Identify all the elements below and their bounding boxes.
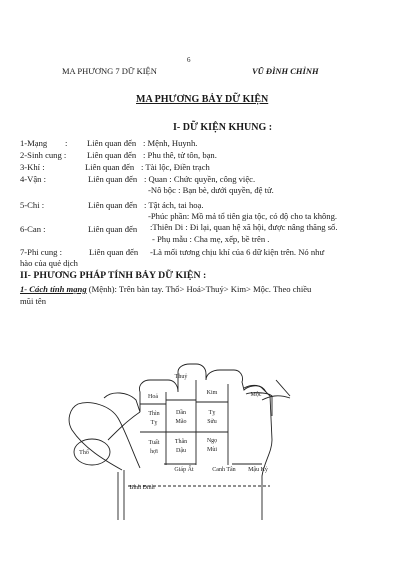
row-label-4: 4-Vận : — [20, 174, 47, 184]
row-relation-7: Liên quan đến — [89, 247, 139, 257]
row-label-3: 3-Khí : — [20, 162, 45, 172]
finger-label-pinky: Mộc — [250, 392, 262, 398]
row-relation-3: Liên quan đến — [85, 162, 135, 172]
step-text: (Mệnh): Trên bàn tay. Thổ> Hoả>Thuỷ> Kim> Mộc. Theo chiều — [86, 284, 312, 294]
palm-label-canh-tan: Canh Tân — [212, 467, 236, 473]
page-title: MA PHƯƠNG BẢY DỮ KIỆN — [136, 94, 269, 105]
palm-label-mau-ky: Mậu Kỷ — [248, 467, 268, 473]
row-content-5: : Tật ách, tai hoạ. — [144, 200, 204, 210]
row-label-1: 1-Mạng — [20, 138, 48, 148]
section1-heading: I- DỮ KIỆN KHUNG : — [173, 122, 273, 133]
section2-heading: II- PHƯƠNG PHÁP TÍNH BẢY DỮ KIỆN : — [20, 270, 207, 281]
row-sub-6: - Phụ mẫu : Cha mẹ, xếp, bề trên . — [152, 234, 270, 244]
cell-middle-bot2: Dậu — [176, 448, 186, 454]
row-relation-4: Liên quan đến — [88, 174, 138, 184]
row-label-6: 6-Can : — [20, 224, 46, 234]
row-content-1: : Mệnh, Huynh. — [143, 138, 198, 148]
row-label-2: 2-Sinh cung : — [20, 150, 67, 160]
finger-label-thumb: Thổ — [79, 450, 89, 456]
finger-label-ring: Kim — [206, 390, 218, 396]
palm-label-binh-dinh: Bính Đinh — [129, 485, 155, 491]
step-wrap: mũi tên — [20, 296, 47, 306]
finger-label-middle: Thuỷ — [174, 374, 188, 380]
header-right: VŨ ĐÌNH CHỈNH — [252, 66, 319, 76]
cell-ring-bot2: Mùi — [206, 447, 218, 453]
palm-label-giap-at: Giáp Ất — [174, 467, 194, 473]
cell-ring-top: Tỵ — [208, 410, 216, 416]
row-sub-5: -Phúc phần: Mồ mả tổ tiên gia tộc, có độ cho ta không. — [148, 211, 338, 221]
row-content-3: : Tài lộc, Điền trạch — [141, 162, 210, 172]
row-label-5: 5-Chi : — [20, 200, 45, 210]
cell-index-top: Thìn — [148, 411, 160, 417]
finger-label-index: Hoả — [148, 394, 158, 400]
cell-index-top2: Tỵ — [150, 420, 158, 426]
cell-index-bot: Tuất — [148, 440, 160, 446]
cell-middle-top: Dần — [176, 410, 186, 416]
row-colon-1: : — [65, 138, 68, 148]
row-content-2: : Phu thê, tử tôn, bạn. — [143, 150, 217, 160]
row-label-7: 7-Phi cung : — [20, 247, 63, 257]
row-relation-2: Liên quan đến — [87, 150, 137, 160]
cell-middle-bot: Thân — [174, 439, 188, 445]
row-relation-6: Liên quan đến — [88, 224, 138, 234]
row-content-4: : Quan : Chức quyền, công việc. — [144, 174, 256, 184]
cell-index-bot2: hợi — [150, 449, 158, 455]
row-relation-5: Liên quan đến — [88, 200, 138, 210]
header-left: MA PHƯƠNG 7 DỮ KIỆN — [62, 66, 157, 76]
cell-ring-bot: Ngọ — [206, 438, 218, 444]
step-label: 1- Cách tính mạng — [20, 284, 87, 294]
cell-middle-top2: Mão — [175, 419, 187, 425]
row-relation-1: Liên quan đến — [87, 138, 137, 148]
row-sub-4: -Nô bộc : Bạn bè, dưới quyền, đệ tử. — [148, 185, 274, 195]
row-content-7: -Là mối tương chịu khí của 6 dữ kiện trên. Nó như — [150, 247, 325, 257]
row-wrap-7: hào của quẻ dịch — [20, 258, 78, 268]
row-content-6: :Thiên Di : Đi lại, quan hệ xã hội, được nâng thăng số. — [150, 222, 338, 232]
page-number: 6 — [187, 56, 191, 64]
cell-ring-top2: Sửu — [207, 419, 217, 425]
